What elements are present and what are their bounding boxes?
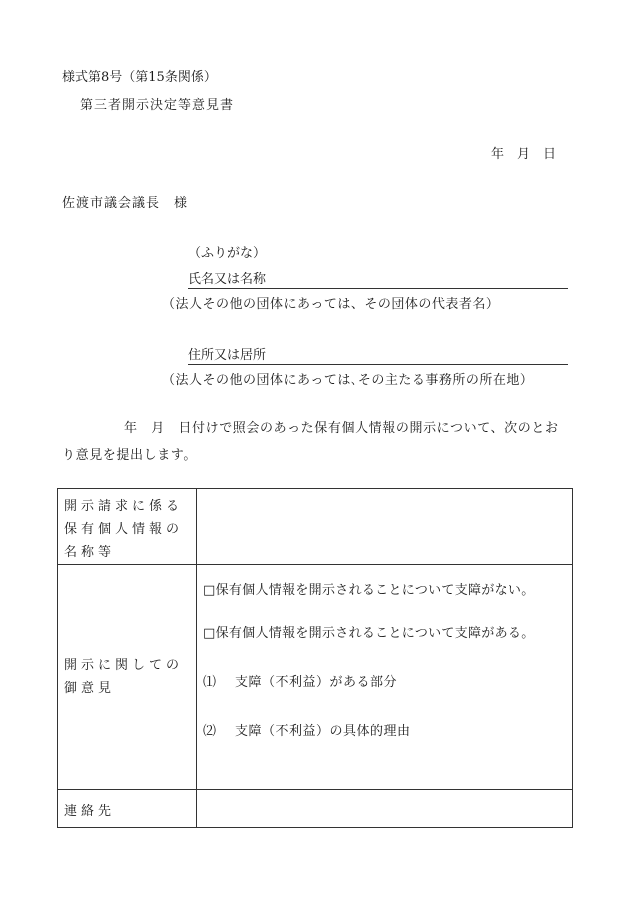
body-text: 年 月 日付けで照会のあった保有個人情報の開示について、次のとおり意見を提出します。 bbox=[62, 421, 559, 463]
opinion-table bbox=[57, 488, 573, 828]
sub-item-text: 支障（不利益）の具体的理由 bbox=[235, 724, 411, 739]
opinion-label: 開示に関しての御意見 bbox=[58, 565, 197, 790]
name-note: （法人その他の団体にあっては、その団体の代表者名） bbox=[162, 297, 500, 312]
sub-item-number: ⑵ bbox=[203, 724, 217, 739]
address-note: （法人その他の団体にあっては､その主たる事務所の所在地） bbox=[162, 373, 534, 388]
furigana-label: （ふりがな） bbox=[188, 246, 267, 261]
info-name-cell bbox=[197, 489, 573, 565]
table-row bbox=[58, 489, 573, 565]
sub-item bbox=[197, 671, 572, 690]
name-field-label: 氏名又は名称 bbox=[188, 272, 267, 287]
table-row bbox=[58, 790, 573, 828]
table-row bbox=[58, 565, 573, 790]
sub-item bbox=[197, 720, 572, 739]
contact-label: 連絡先 bbox=[58, 790, 197, 828]
form-number: 様式第8号（第15条関係） bbox=[62, 70, 217, 85]
contact-cell bbox=[197, 790, 573, 828]
opinion-cell bbox=[197, 565, 573, 790]
name-field bbox=[188, 268, 568, 289]
info-name-label: 開示請求に係る保有個人情報の名称等 bbox=[58, 489, 197, 565]
option-objection: □保有個人情報を開示されることについて支障がある。 bbox=[203, 626, 535, 641]
date-line: 年 月 日 bbox=[491, 147, 557, 162]
sub-item-text: 支障（不利益）がある部分 bbox=[235, 675, 398, 690]
address-field bbox=[188, 344, 568, 365]
sub-item-number: ⑴ bbox=[203, 675, 217, 690]
option-no-objection: □保有個人情報を開示されることについて支障がない。 bbox=[203, 583, 535, 598]
document-title: 第三者開示決定等意見書 bbox=[80, 98, 235, 113]
addressee: 佐渡市議会議長 様 bbox=[62, 196, 189, 211]
address-field-label: 住所又は居所 bbox=[188, 348, 267, 363]
